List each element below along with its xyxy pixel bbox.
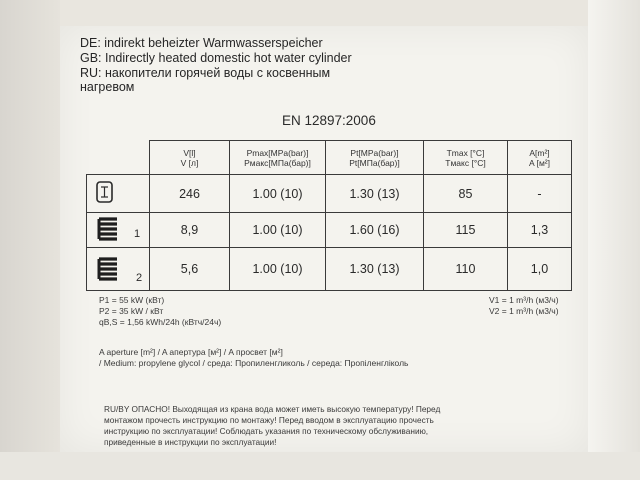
table-corner (87, 141, 150, 175)
header-line-ru-cont: нагревом (80, 80, 135, 94)
header-area: A[m²] A [м²] (508, 141, 572, 175)
flow-note-v1: V1 = 1 m³/h (м3/ч) (489, 295, 559, 305)
table-row (87, 213, 572, 248)
header-volume: V[l] V [л] (150, 141, 230, 175)
tank-icon (87, 175, 149, 209)
cell-pmax: 1.00 (10) (230, 248, 326, 291)
flow-note-v2: V2 = 1 m³/h (м3/ч) (489, 306, 559, 316)
cell-tmax: 115 (424, 213, 508, 248)
coil-index: 1 (134, 228, 141, 240)
cell-pmax: 1.00 (10) (230, 175, 326, 213)
cell-pmax: 1.00 (10) (230, 213, 326, 248)
table-header-row (87, 141, 572, 175)
warning-line-4: приведенные в инструкции по эксплуатации! (104, 437, 277, 447)
warning-line-2: монтажом прочесть инструкцию по монтажу! Перед вводом в эксплуатацию прочесть (104, 415, 434, 425)
warning-line-1: RU/BY ОПАСНО! Выходящая из крана вода может иметь высокую температуру! Перед (104, 404, 441, 414)
header-pt: Pt[MPa(bar)] Pt[MПа(бар)] (326, 141, 424, 175)
spec-table (86, 140, 572, 291)
cell-volume: 246 (150, 175, 230, 213)
row-icon-cell (87, 175, 150, 213)
header-tmax: Tmax [°C] Tмакс [°C] (424, 141, 508, 175)
header-line-ru: RU: накопители горячей воды с косвенным (80, 66, 331, 80)
header-pmax: Pmax[MPa(bar)] Рмакс[МПа(бар)] (230, 141, 326, 175)
header-line-gb: GB: Indirectly heated domestic hot water cylinder (80, 51, 352, 65)
cell-area: 1,3 (508, 213, 572, 248)
medium-line: / Medium: propylene glycol / среда: Пропиленгликоль / середа: Пропіленгліколь (99, 358, 409, 368)
row-icon-cell (87, 213, 150, 248)
warning-line-3: инструкцию по эксплуатации! Соблюдать указания по техническому обслуживанию, (104, 426, 429, 436)
coil-icon (97, 256, 123, 282)
background-left (0, 0, 60, 480)
cell-area: 1,0 (508, 248, 572, 291)
header-line-de: DE: indirekt beheizter Warmwasserspeicher (80, 36, 323, 50)
cell-volume: 8,9 (150, 213, 230, 248)
power-note-qbs: qB,S = 1,56 kWh/24h (кВтч/24ч) (99, 317, 222, 327)
coil-icon (97, 216, 123, 242)
power-note-p2: P2 = 35 kW / кВт (99, 306, 164, 316)
coil-index: 2 (136, 272, 143, 284)
aperture-line: A aperture [m²] / A апертура [м²] / A просвет [м²] (99, 347, 283, 357)
background-bottom (0, 452, 640, 480)
background-right (588, 0, 640, 480)
cell-volume: 5,6 (150, 248, 230, 291)
cell-tmax: 110 (424, 248, 508, 291)
cell-pt: 1.30 (13) (326, 248, 424, 291)
cell-pt: 1.60 (16) (326, 213, 424, 248)
cell-area: - (508, 175, 572, 213)
table-row (87, 175, 572, 213)
table-row (87, 248, 572, 291)
cell-tmax: 85 (424, 175, 508, 213)
cell-pt: 1.30 (13) (326, 175, 424, 213)
row-icon-cell (87, 248, 150, 291)
power-note-p1: P1 = 55 kW (кВт) (99, 295, 165, 305)
standard-code: EN 12897:2006 (282, 113, 376, 128)
